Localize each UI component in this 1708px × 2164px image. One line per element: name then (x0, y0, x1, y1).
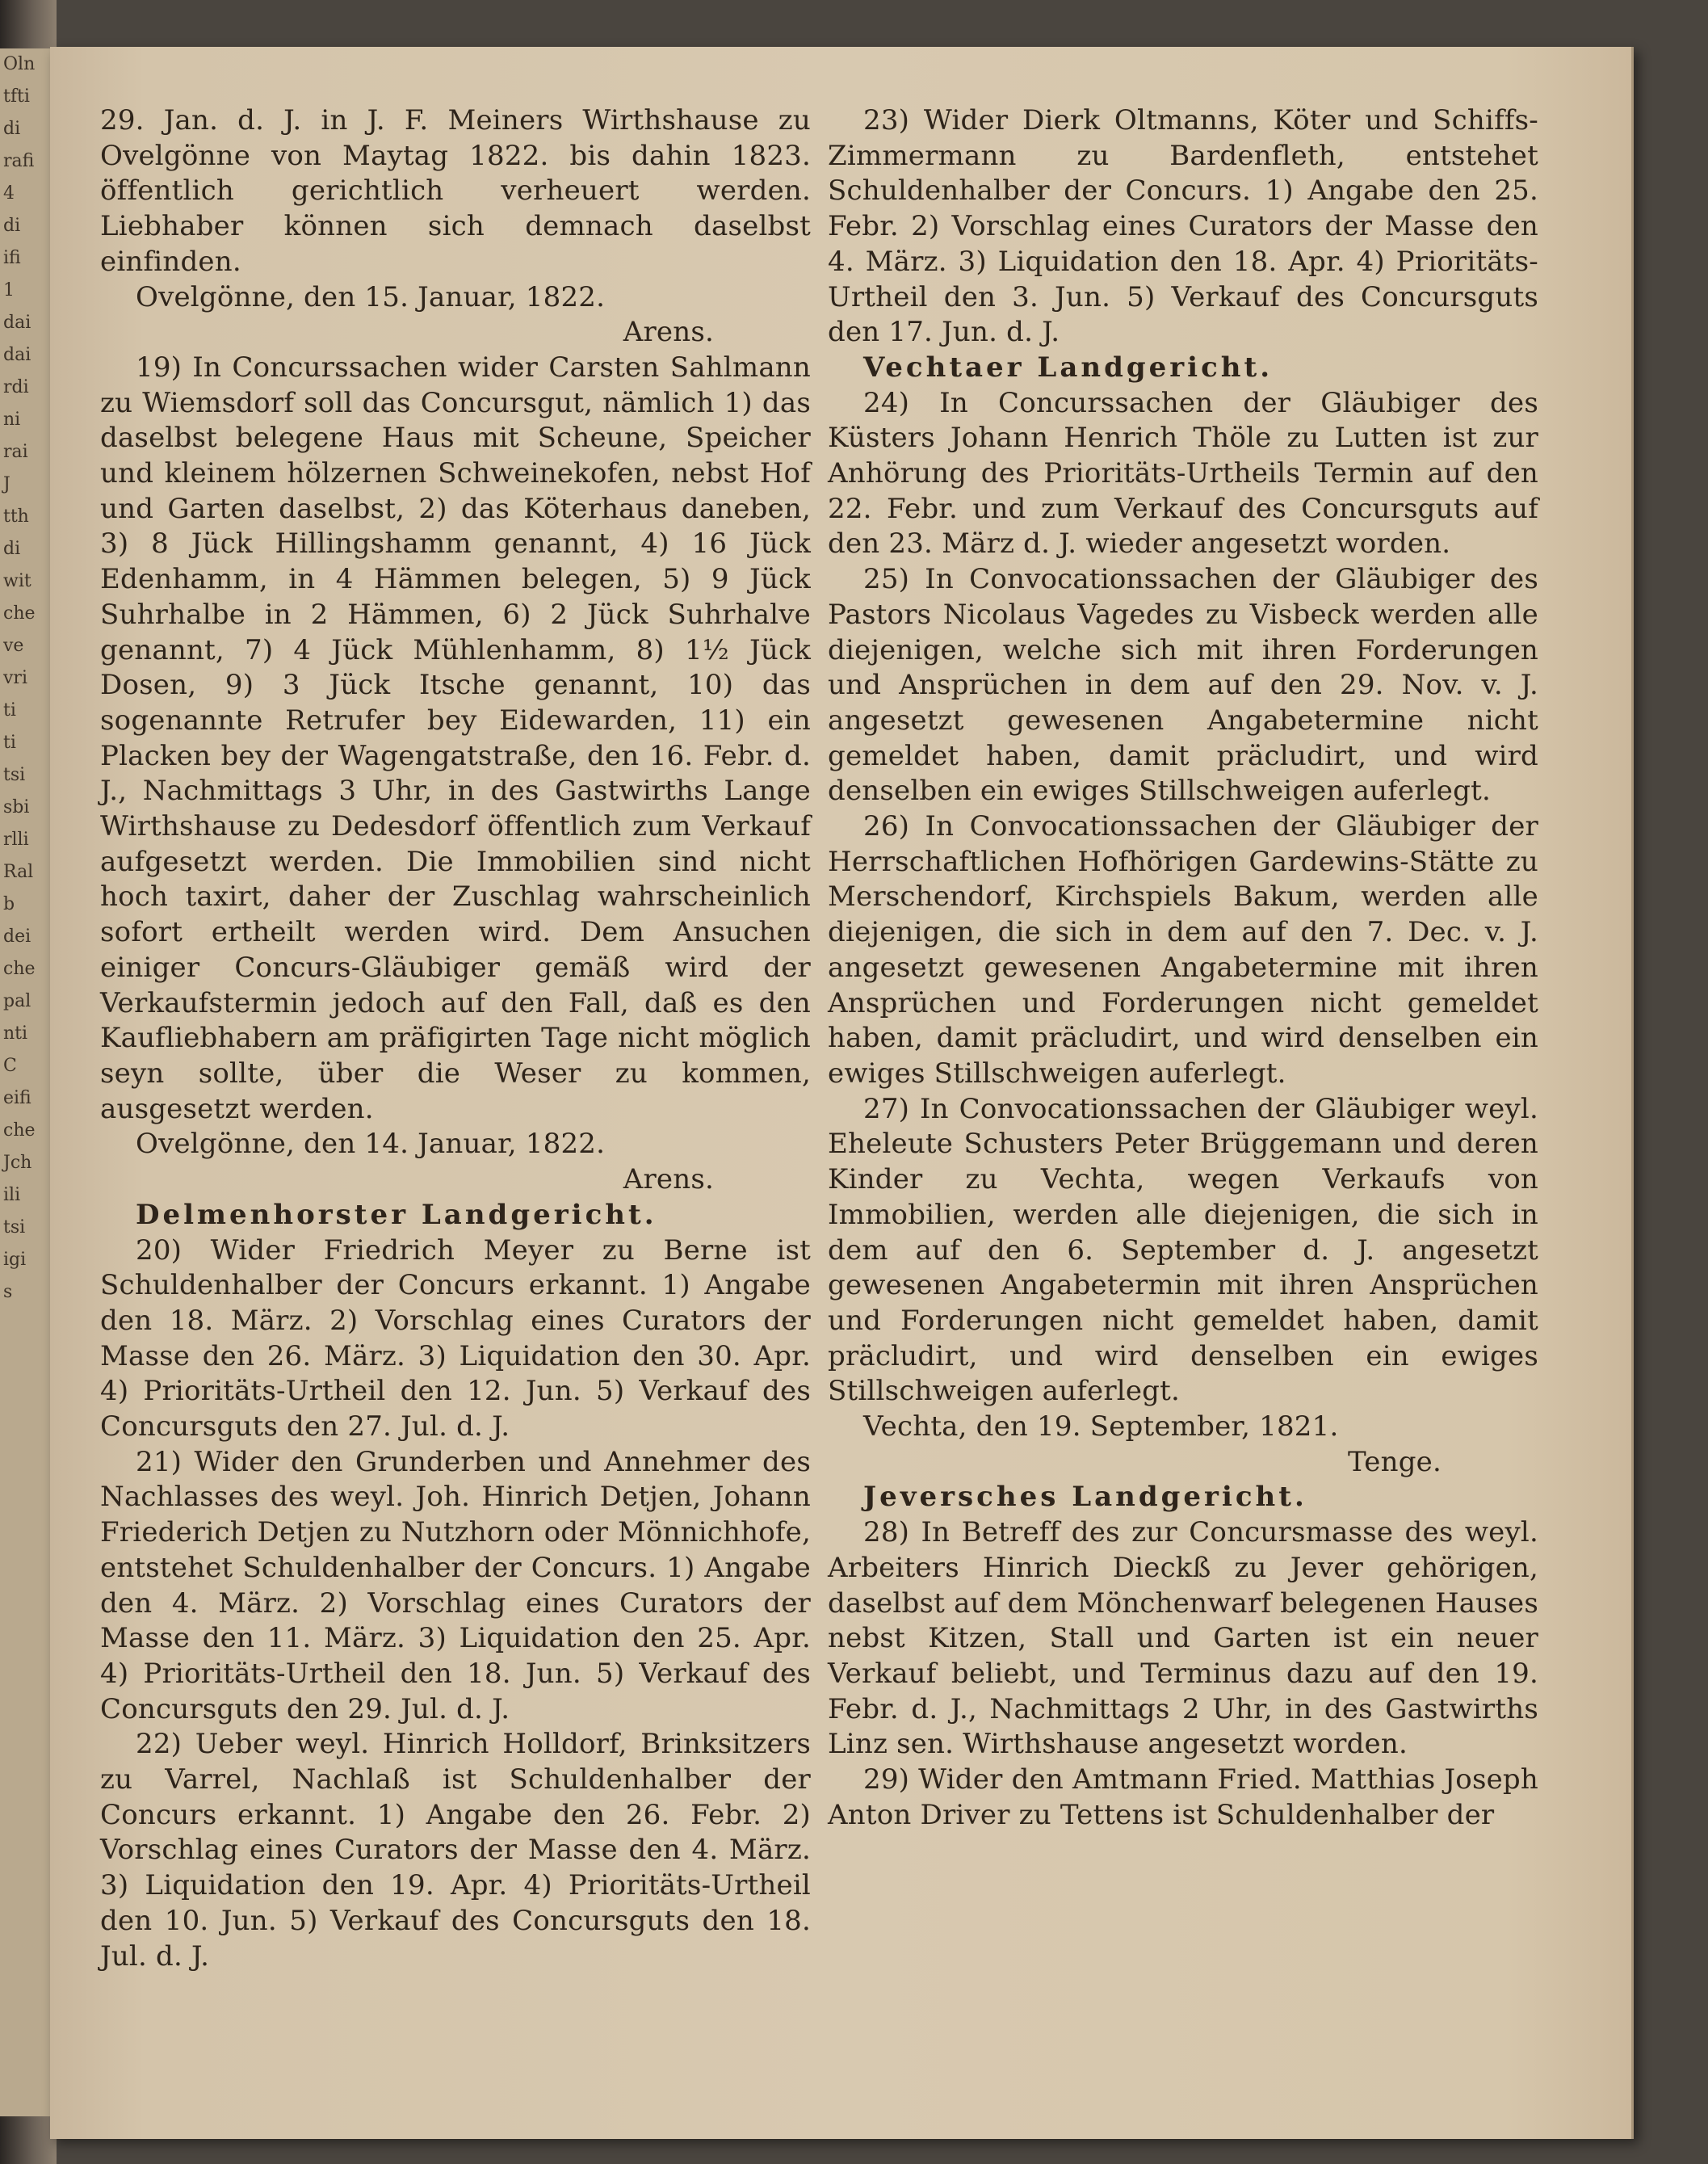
left-column (100, 103, 811, 1974)
section-heading: Vechtaer Landgericht. (863, 351, 1274, 384)
signature: Arens. (623, 1163, 714, 1196)
notice-paragraph: 25) In Convocationssachen der Gläubiger des Pastors Nicolaus Vagedes zu Visbeck werden alle diejenigen, welche sich mit ihren Forderungen und Ansprüchen in dem auf den 29. Nov. v. J. angesetzt gewesenen Angabetermine nicht gemeldet haben, damit präcludirt, und wird denselben ein ewiges Stillschweigen auferlegt. (828, 563, 1538, 808)
margin-fragment: tth (3, 506, 29, 527)
margin-fragment: igi (3, 1250, 27, 1270)
margin-fragment: ifi (3, 248, 21, 268)
margin-fragment: rafi (3, 151, 35, 171)
notice-paragraph: 22) Ueber weyl. Hinrich Holldorf, Brinksitzers zu Varrel, Nachlaß ist Schuldenhalber der Concurs erkannt. 1) Angabe den 26. Febr. 2) Vorschlag eines Curators der Masse den 4. März. 3) Liquidation den 19. Apr. 4) Prioritäts-Urtheil den 10. Jun. 5) Verkauf des Concursguts den 18. Jul. d. J. (100, 1728, 811, 1973)
notice-paragraph: 24) In Concurssachen der Gläubiger des Küsters Johann Henrich Thöle zu Lutten ist zur Anhörung des Prioritäts-Urtheils Termin auf den 22. Febr. und zum Verkauf des Concursguts auf den 23. März d. J. wieder angesetzt worden. (828, 386, 1538, 561)
previous-page-margin (0, 48, 53, 2116)
notice-paragraph: 29. Jan. d. J. in J. F. Meiners Wirthshause zu Ovelgönne von Maytag 1822. bis dahin 1823. öffentlich gerichtlich verheuert werden. Liebhaber können sich demnach daselbst einfinden. (100, 104, 811, 278)
margin-fragment: ti (3, 733, 16, 753)
margin-fragment: tsi (3, 1217, 26, 1237)
notice-paragraph: 28) In Betreff des zur Concursmasse des weyl. Arbeiters Hinrich Dieckß zu Jever gehörigen, daselbst auf dem Mönchenwarf belegenen Hauses nebst Kitzen, Stall und Garten ist ein neuer Verkauf beliebt, und Terminus dazu auf den 19. Febr. d. J., Nachmittags 2 Uhr, in des Gastwirths Linz sen. Wirthshause angesetzt worden. (828, 1516, 1538, 1761)
margin-fragment: rai (3, 442, 28, 462)
margin-fragment: b (3, 894, 15, 914)
margin-fragment: dai (3, 345, 31, 365)
margin-fragment: pal (3, 991, 31, 1011)
margin-fragment: Jch (3, 1153, 32, 1173)
dateline: Ovelgönne, den 14. Januar, 1822. (136, 1128, 606, 1161)
notice-paragraph: 19) In Concurssachen wider Carsten Sahlmann zu Wiemsdorf soll das Concursgut, nämlich 1) das daselbst belegene Haus mit Scheune, Speicher und kleinem hölzernen Schweinekofen, nebst Hof und Garten daselbst, 2) das Köterhaus daneben, 3) 8 Jück Hillingshamm genannt, 4) 16 Jück Edenhamm, in 4 Hämmen belegen, 5) 9 Jück Suhrhalbe in 2 Hämmen, 6) 2 Jück Suhrhalve genannt, 7) 4 Jück Mühlenhamm, 8) 1½ Jück Dosen, 9) 3 Jück Itsche genannt, 10) das sogenannte Retrufer bey Eidewarden, 11) ein Placken bey der Wagengatstraße, den 16. Febr. d. J., Nachmittags 3 Uhr, in des Gastwirths Lange Wirthshause zu Dedesdorf öffentlich zum Verkauf aufgesetzt werden. Die Immobilien sind nicht hoch taxirt, daher der Zuschlag wahrscheinlich sofort ertheilt werden wird. Dem Ansuchen einiger Concurs-Gläubiger gemäß wird der Verkaufstermin jedoch auf den Fall, daß es den Kaufliebhabern am präfigirten Tage nicht möglich seyn sollte, über die Weser zu kommen, ausgesetzt werden. (100, 351, 811, 1125)
margin-fragment: ve (3, 636, 24, 656)
margin-fragment: J (3, 474, 10, 494)
margin-fragment: ti (3, 700, 16, 721)
margin-fragment: C (3, 1056, 17, 1076)
dateline: Ovelgönne, den 15. Januar, 1822. (136, 280, 606, 313)
margin-fragment: Ral (3, 862, 34, 882)
margin-fragment: sbi (3, 797, 30, 817)
margin-fragment: ili (3, 1185, 21, 1205)
margin-fragment: eifi (3, 1088, 31, 1108)
margin-fragment: che (3, 603, 36, 624)
section-heading: Jeversches Landgericht. (863, 1481, 1307, 1514)
margin-fragment: wit (3, 571, 31, 591)
margin-fragment: 4 (3, 183, 15, 204)
margin-fragment: di (3, 216, 21, 236)
margin-fragment: nti (3, 1023, 28, 1044)
margin-fragment: s (3, 1282, 13, 1302)
margin-fragment: dai (3, 313, 31, 333)
notice-paragraph: 26) In Convocationssachen der Gläubiger der Herrschaftlichen Hofhörigen Gardewins-Stätte zu Merschendorf, Kirchspiels Bakum, werden alle diejenigen, die sich in dem auf den 7. Dec. v. J. angesetzt gewesenen Angabetermine mit ihren Ansprüchen und Forderungen nicht gemeldet haben, damit präcludirt, und wird denselben ein ewiges Stillschweigen auferlegt. (828, 810, 1538, 1090)
margin-fragment: tfti (3, 86, 30, 107)
margin-fragment: ni (3, 410, 21, 430)
margin-fragment: tsi (3, 765, 26, 785)
margin-fragment: 1 (3, 280, 15, 300)
margin-fragment: di (3, 119, 21, 139)
margin-fragment: rdi (3, 377, 29, 397)
notice-paragraph: 20) Wider Friedrich Meyer zu Berne ist Schuldenhalber der Concurs erkannt. 1) Angabe den 18. März. 2) Vorschlag eines Curators der Masse den 26. März. 3) Liquidation den 30. Apr. 4) Prioritäts-Urtheil den 12. Jun. 5) Verkauf des Concursguts den 27. Jul. d. J. (100, 1233, 811, 1443)
document-page (50, 47, 1634, 2139)
margin-fragment: che (3, 1120, 36, 1141)
notice-paragraph: 29) Wider den Amtmann Fried. Matthias Joseph Anton Driver zu Tettens ist Schuldenhalber der (828, 1763, 1538, 1831)
section-heading: Delmenhorster Landgericht. (136, 1198, 657, 1231)
notice-paragraph: 23) Wider Dierk Oltmanns, Köter und Schiffs-Zimmermann zu Bardenfleth, entstehet Schuldenhalber der Concurs. 1) Angabe den 25. Febr. 2) Vorschlag eines Curators der Masse den 4. März. 3) Liquidation den 18. Apr. 4) Prioritäts-Urtheil den 3. Jun. 5) Verkauf des Concursguts den 17. Jun. d. J. (828, 104, 1538, 349)
margin-fragment: di (3, 539, 21, 559)
notice-paragraph: 27) In Convocationssachen der Gläubiger weyl. Eheleute Schusters Peter Brüggemann und deren Kinder zu Vechta, wegen Verkaufs von Immobilien, werden alle diejenigen, die sich in dem auf den 6. September d. J. angesetzt gewesenen Angabetermin mit ihren Ansprüchen und Forderungen nicht gemeldet haben, damit präcludirt, und wird denselben ein ewiges Stillschweigen auferlegt. (828, 1092, 1538, 1408)
margin-fragment: vri (3, 668, 27, 688)
margin-fragment: dei (3, 927, 31, 947)
right-column (828, 103, 1538, 1833)
notice-paragraph: 21) Wider den Grunderben und Annehmer des Nachlasses des weyl. Joh. Hinrich Detjen, Johann Friederich Detjen zu Nutzhorn oder Mönnichhofe, entstehet Schuldenhalber der Concurs. 1) Angabe den 4. März. 2) Vorschlag eines Curators der Masse den 11. März. 3) Liquidation den 25. Apr. 4) Prioritäts-Urtheil den 18. Jun. 5) Verkauf des Concursguts den 29. Jul. d. J. (100, 1445, 811, 1725)
margin-fragment: che (3, 959, 36, 979)
signature: Arens. (623, 316, 714, 349)
signature: Tenge. (1348, 1445, 1442, 1478)
margin-fragment: Oln (3, 54, 36, 74)
margin-fragment: rlli (3, 830, 29, 850)
dateline: Vechta, den 19. September, 1821. (863, 1410, 1339, 1443)
